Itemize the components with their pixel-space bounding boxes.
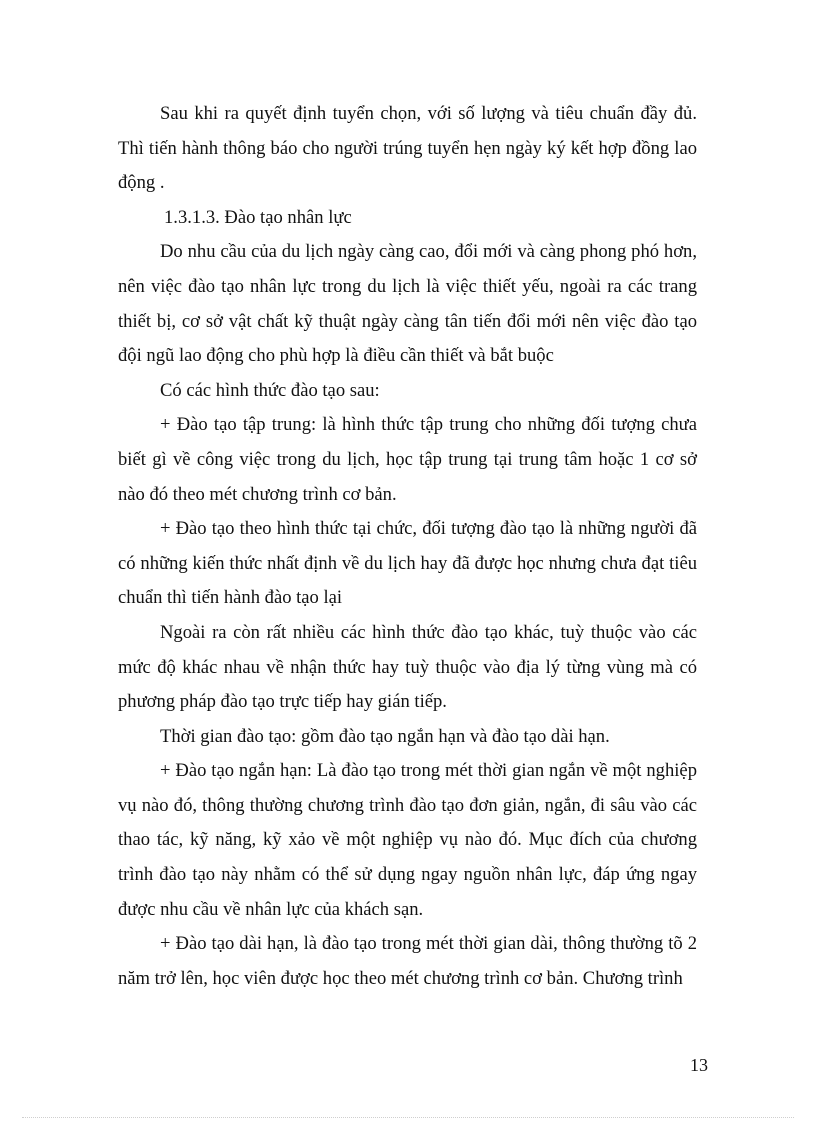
paragraph-centralized-training: + Đào tạo tập trung: là hình thức tập trung cho những đối tượng chưa biết gì về công việc trong du lịch, học tập trung tại trung tâm hoặc 1 cơ sở nào đó theo mét chương trình cơ bản. xyxy=(118,414,697,505)
page-bottom-divider xyxy=(22,1117,794,1118)
section-heading-training: 1.3.1.3. Đào tạo nhân lực xyxy=(164,206,352,228)
paragraph-short-term-training: + Đào tạo ngắn hạn: Là đào tạo trong mét thời gian ngắn về một nghiệp vụ nào đó, thông thường chương trình đào tạo đơn giản, ngắn, đi sâu vào các thao tác, kỹ năng, kỹ xảo về một nghiệp vụ nào đó. Mục đích của chương trình đào tạo này nhằm có thể sử dụng ngay nguồn nhân lực, đáp ứng ngay được nhu cầu về nhân lực của khách sạn. xyxy=(118,760,697,920)
paragraph-recruitment-notice: Sau khi ra quyết định tuyển chọn, với số lượng và tiêu chuẩn đầy đủ. Thì tiến hành thông báo cho người trúng tuyển hẹn ngày ký kết hợp đồng lao động . xyxy=(118,103,697,194)
page-number: 13 xyxy=(690,1055,708,1075)
paragraph-training-duration: Thời gian đào tạo: gồm đào tạo ngắn hạn và đào tạo dài hạn. xyxy=(160,725,610,747)
paragraph-training-forms-intro: Có các hình thức đào tạo sau: xyxy=(160,379,380,401)
paragraph-other-forms: Ngoài ra còn rất nhiều các hình thức đào tạo khác, tuỳ thuộc vào các mức độ khác nhau về nhận thức hay tuỳ thuộc vào địa lý từng vùng mà có phương pháp đào tạo trực tiếp hay gián tiếp. xyxy=(118,621,697,713)
paragraph-long-term-training: + Đào tạo dài hạn, là đào tạo trong mét thời gian dài, thông thường tõ 2 năm trở lên, học viên được học theo mét chương trình cơ bản. Chương trình xyxy=(118,933,697,989)
paragraph-training-need: Do nhu cầu của du lịch ngày càng cao, đổi mới và càng phong phó hơn, nên việc đào tạo nhân lực trong du lịch là việc thiết yếu, ngoài ra các trang thiết bị, cơ sở vật chất kỹ thuật ngày càng tân tiến đổi mới nên việc đào tạo đội ngũ lao động cho phù hợp là điều cần thiết và bắt buộc xyxy=(118,241,697,367)
paragraph-in-service-training: + Đào tạo theo hình thức tại chức, đối tượng đào tạo là những người đã có những kiến thức nhất định về du lịch hay đã được học nhưng chưa đạt tiêu chuẩn thì tiến hành đào tạo lại xyxy=(118,518,697,609)
body-text xyxy=(118,97,697,996)
